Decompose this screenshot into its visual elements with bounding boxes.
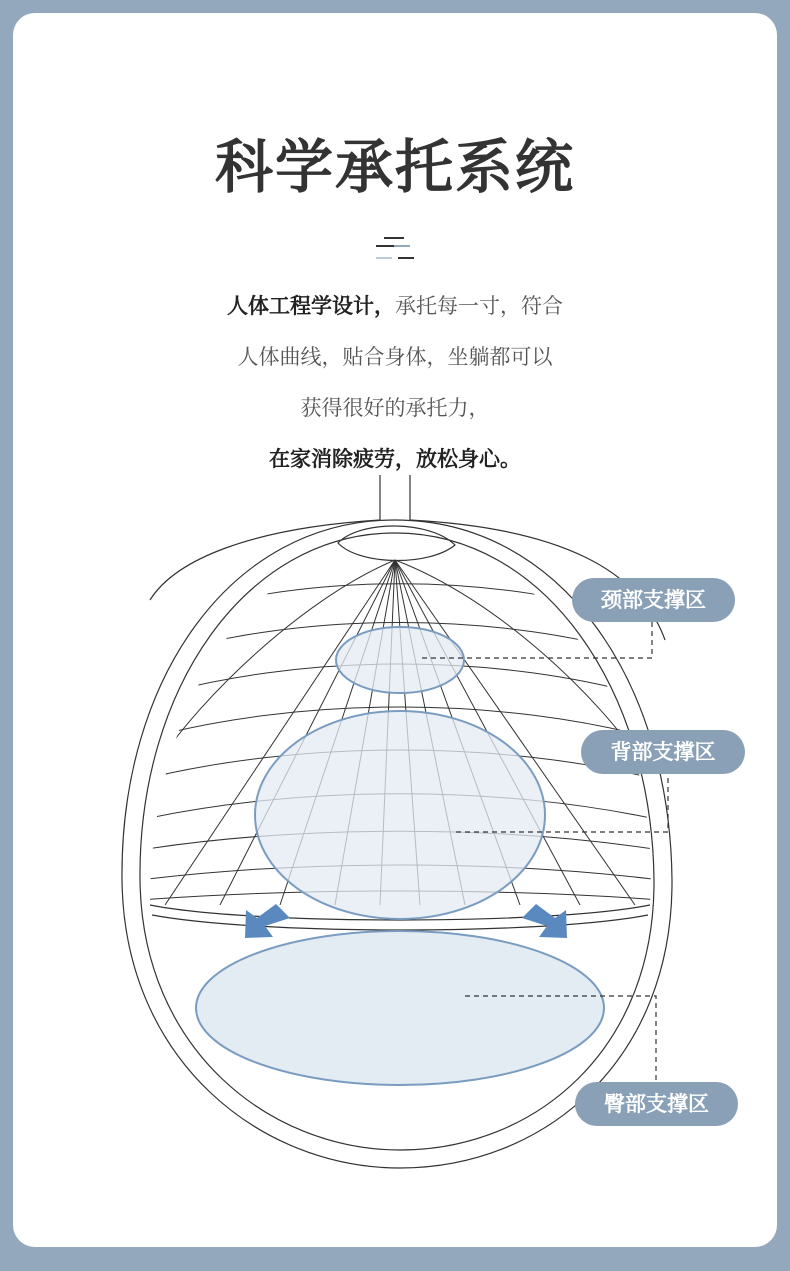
arrow-left-icon xyxy=(245,904,290,938)
description-line-1: 人体工程学设计，承托每一寸，符合 xyxy=(227,294,563,318)
page-title: 科学承托系统 xyxy=(214,133,575,201)
description-line-2: 人体曲线，贴合身体，坐躺都可以 xyxy=(237,345,553,369)
neck-zone-label: 颈部支撑区 xyxy=(572,578,735,622)
neck-zone xyxy=(336,627,464,693)
arrow-right-icon xyxy=(522,904,567,938)
back-zone-label: 背部支撑区 xyxy=(581,730,745,774)
hip-zone-label: 臀部支撑区 xyxy=(575,1082,738,1126)
description-line-4: 在家消除疲劳，放松身心。 xyxy=(269,447,521,471)
hip-zone xyxy=(196,931,604,1085)
back-zone xyxy=(255,711,545,919)
description-line-3: 获得很好的承托力， xyxy=(300,396,490,420)
